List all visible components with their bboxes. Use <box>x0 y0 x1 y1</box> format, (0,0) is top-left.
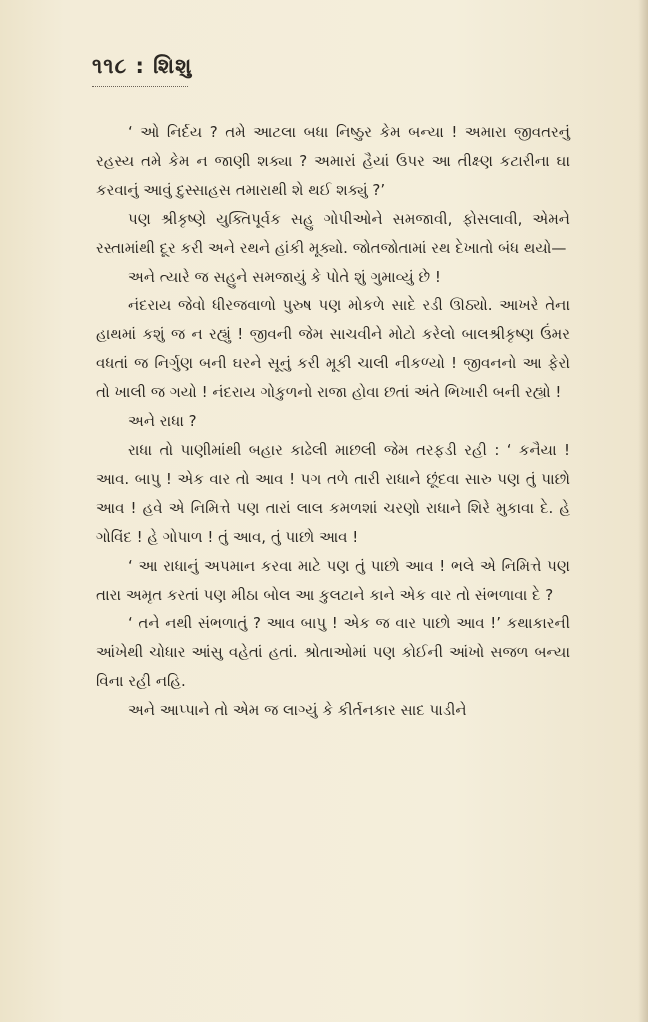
paragraph: પણ શ્રીકૃષ્ણે યુક્તિપૂર્વક સહુ ગોપીઓને સમજાવી, ફોસલાવી, એમને રસ્તામાંથી દૂર કરી અને રથને હાંકી મૂક્યો. જોતજોતામાં રથ દેખાતો બંધ થયો— <box>96 209 570 257</box>
chapter-title: શિશુ <box>153 54 193 78</box>
body-text <box>96 118 570 725</box>
paragraph: અને રાધા ? <box>128 412 197 431</box>
paragraph: ‘ આ રાધાનું અપમાન કરવા માટે પણ તું પાછો આવ ! ભલે એ નિમિત્તે પણ તારા અમૃત કરતાં પણ મીઠા બોલ આ કુલટાને કાને એક વાર તો સંભળાવા દે ? <box>96 556 570 604</box>
paragraph: અને આપ્પાને તો એમ જ લાગ્યું કે કીર્તનકાર સાદ પાડીને <box>128 701 467 720</box>
paragraph: અને ત્યારે જ સહુને સમજાયું કે પોતે શું ગુમાવ્યું છે ! <box>128 267 441 286</box>
paragraph: નંદરાય જેવો ધીરજવાળો પુરુષ પણ મોકળે સાદે રડી ઊઠ્યો. આખરે તેના હાથમાં કશું જ ન રહ્યું ! જીવની જેમ સાચવીને મોટો કરેલો બાલશ્રીકૃષ્ણ ઉંમર વધતાં જ નિર્ગુણ બની ઘરને સૂનું કરી મૂકી ચાલી નીકળ્યો ! જીવનનો આ ફેરો તો ખાલી જ ગયો ! નંદરાય ગોકુળનો રાજા હોવા છતાં અંતે ભિખારી બની રહ્યો ! <box>96 296 570 402</box>
page-spine-shadow <box>638 0 648 1022</box>
header-underline <box>92 86 188 87</box>
page-number: ૧૧૮ <box>92 54 128 78</box>
paragraph: રાધા તો પાણીમાંથી બહાર કાઢેલી માછલી જેમ તરફડી રહી : ‘ કનૈયા ! આવ. બાપુ ! એક વાર તો આવ ! પગ તળે તારી રાધાને છૂંદવા સારુ પણ તું પાછો આવ ! હવે એ નિમિત્તે પણ તારાં લાલ કમળશાં ચરણો રાધાને શિરે મુકાવા દે. હે ગોવિંદ ! હે ગોપાળ ! તું આવ, તું પાછો આવ ! <box>96 440 570 546</box>
running-header <box>92 54 192 79</box>
paragraph: ‘ તને નથી સંભળાતું ? આવ બાપુ ! એક જ વાર પાછો આવ !’ કથાકારની આંખેથી ચોધાર આંસુ વહેતાં હતાં. શ્રોતાઓમાં પણ કોઈની આંખો સજળ બન્યા વિના રહી નહિ. <box>96 614 570 691</box>
paragraph: ‘ ઓ નિર્દય ? તમે આટલા બધા નિષ્ઠુર કેમ બન્યા ! અમારા જીવતરનું રહસ્ય તમે કેમ ન જાણી શક્યા ? અમારાં હૈયાં ઉપર આ તીક્ષ્ણ કટારીના ઘા કરવાનું આવું દુસ્સાહસ તમારાથી શે થઈ શક્યું ?’ <box>96 123 570 199</box>
header-separator: : <box>135 54 145 78</box>
